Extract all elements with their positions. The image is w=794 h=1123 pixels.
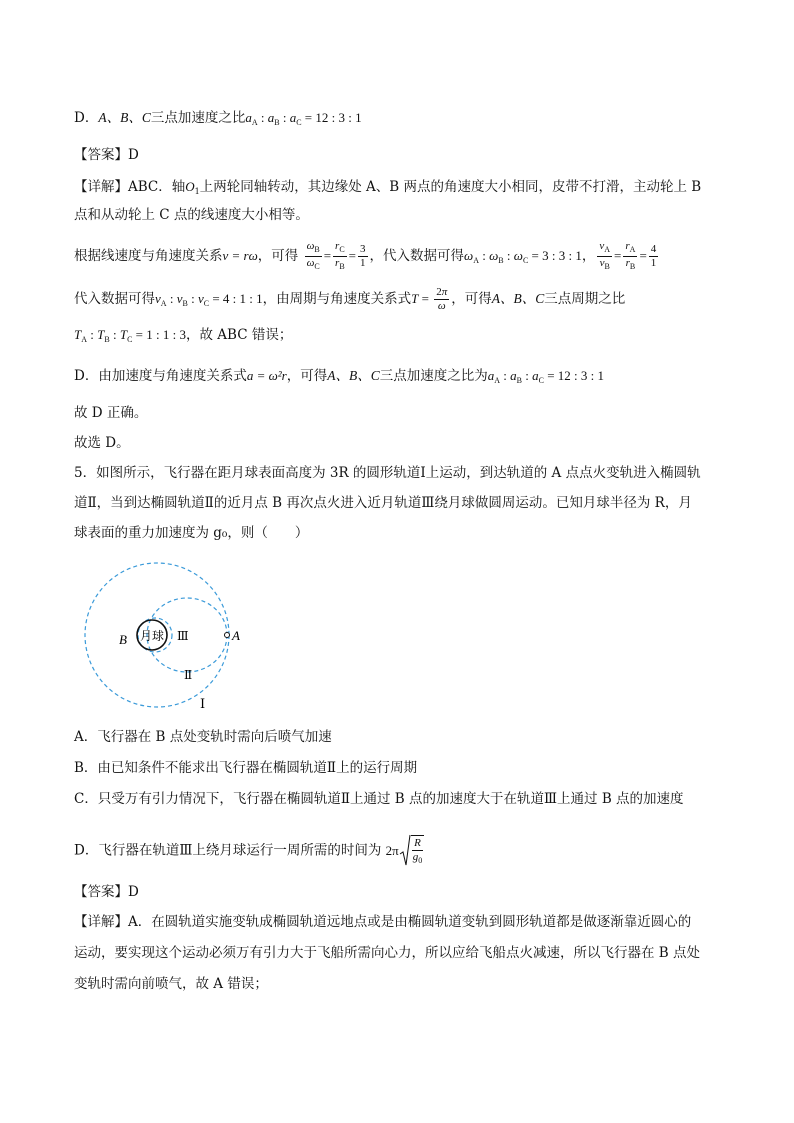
point-A xyxy=(225,633,230,638)
detail-line-2: 运动，要实现这个运动必须万有引力大于飞船所需向心力，所以应给飞船点火减速，所以飞行器在 B 点处 xyxy=(74,945,701,961)
points-label: A、B、C xyxy=(98,110,151,125)
option-c: C．只受万有引力情况下，飞行器在椭圆轨道Ⅱ上通过 B 点的加速度大于在轨道Ⅲ上通过 B 点的加速度 xyxy=(74,791,684,807)
option-label: D． xyxy=(74,110,99,126)
choice-line: 故选 D。 xyxy=(74,435,130,451)
explanation-line-5: $T_A$ : $T_B$ : $T_C = 1$ : 1 : 3，故 ABC 错误； xyxy=(74,327,293,344)
fraction-r: $\frac{r_C}{r_B}$ xyxy=(335,240,345,271)
explanation-line-1: 【详解】ABC．轴$O_1$上两轮同轴转动，其边缘处 A、B 两点的角速度大小相同，皮带不打滑，主动轮上 B xyxy=(74,179,702,196)
label-orbit-II: Ⅱ xyxy=(184,668,193,682)
label-B: B xyxy=(119,632,127,647)
fraction-v: $\frac{v_A}{v_B}$ xyxy=(599,240,611,271)
option-d: D．飞行器在轨道Ⅲ上绕月球运行一周所需的时间为 2π $\frac{R}{g_0}$ xyxy=(74,834,426,868)
answer-line: 【答案】D xyxy=(74,147,139,163)
period-formula: 2π $\frac{R}{g_0}$ xyxy=(386,834,427,868)
sqrt-sign xyxy=(399,834,411,868)
fraction-3-1: $\frac{3}{1}$ xyxy=(360,243,366,269)
label-orbit-III: Ⅲ xyxy=(177,629,189,643)
detail-line-3: 变轨时需向前喷气，故 A 错误； xyxy=(74,976,268,992)
fraction-rA-rB: $\frac{r_A}{r_B}$ xyxy=(625,240,636,271)
label-orbit-I: Ⅰ xyxy=(200,697,206,710)
moon-label: 月球 xyxy=(139,629,165,643)
fraction-omega: $\frac{\omega_B}{\omega_C}$ xyxy=(306,240,320,271)
question-5-line-1: 5．如图所示，飞行器在距月球表面高度为 3R 的圆形轨道Ⅰ上运动，到达轨道的 A 点点火变轨进入椭圆轨 xyxy=(74,465,701,481)
ratio-formula: $a_A$ : $a_B$ : $a_C = 12$ : 3 : 1 xyxy=(245,110,362,127)
explanation-line-2: 点和从动轮上 C 点的线速度大小相等。 xyxy=(74,207,309,223)
explanation-line-4: 代入数据可得$v_A$ : $v_B$ : $v_C = 4$ : 1 : 1，由周期与角速度关系式T = $\frac{2\pi}{\omega}$ ，可得A、B、C三点周期之比 xyxy=(74,286,626,312)
fraction-4-1: $\frac{4}{1}$ xyxy=(650,243,657,269)
option-a: A．飞行器在 B 点处变轨时需向后喷气加速 xyxy=(74,729,332,745)
conclusion-line: 故 D 正确。 xyxy=(74,405,148,421)
question-5-line-3: 球表面的重力加速度为 g₀，则（ ） xyxy=(74,525,309,541)
answer-line-2: 【答案】D xyxy=(74,884,139,900)
question-5-line-2: 道Ⅱ，当到达椭圆轨道Ⅱ的近月点 B 再次点火进入近月轨道Ⅲ绕月球做圆周运动。已知月球半径为 R，月 xyxy=(74,495,692,511)
orbit-diagram xyxy=(72,560,247,710)
detail-line-1: 【详解】A．在圆轨道实施变轨成椭圆轨道远地点或是由椭圆轨道变轨到圆形轨道都是做逐渐靠近圆心的 xyxy=(74,914,692,930)
label-A: A xyxy=(232,628,240,643)
option-text: 三点加速度之比 xyxy=(150,110,246,126)
fraction-2pi-omega: $\frac{2\pi}{\omega}$ xyxy=(436,286,448,312)
explanation-line-6: D．由加速度与角速度关系式a = ω²r，可得A、B、C三点加速度之比为$a_A$ : $a_B$ : $a_C = 12$ : 3 : 1 xyxy=(74,368,605,385)
option-d-line xyxy=(74,108,362,133)
option-b: B．由已知条件不能求出飞行器在椭圆轨道Ⅱ上的运行周期 xyxy=(74,760,418,776)
explanation-line-3: 根据线速度与角速度关系v = rω，可得 $\frac{\omega_B}{\omega_C}$ = $\frac{r_C}{r_B}$ = $\frac{3}{1}$ ，代入数据可得$\omega_A$ : $\omega_B$ : $\omega_C = 3$ : 3 : 1， $\frac{v_A}{v_B}$ = $\frac{r_A}{r_B}$ = $\frac{4}{1}$ xyxy=(74,240,657,271)
